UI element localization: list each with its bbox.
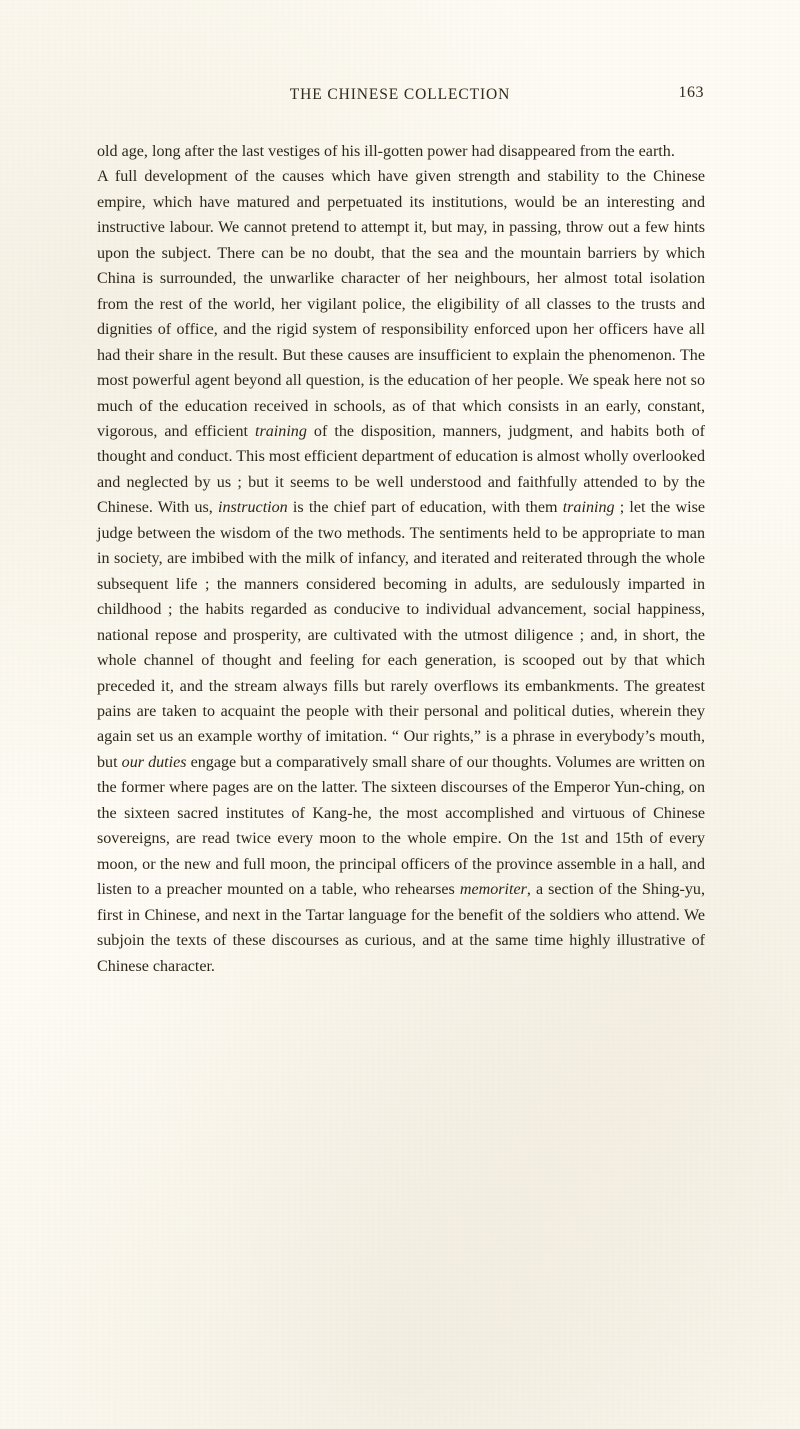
emphasized-term: training	[255, 422, 307, 440]
emphasized-term: memoriter	[459, 881, 527, 899]
paragraph-continuation: old age, long after the last vestiges of his ill-gotten power had disappeared from the earth.	[97, 143, 675, 160]
page-number: 163	[678, 84, 704, 101]
body-text	[97, 139, 705, 979]
emphasized-term: our duties	[121, 753, 187, 771]
running-title: THE CHINESE COLLECTION	[289, 86, 511, 103]
paragraph-main	[97, 164, 705, 979]
paragraph-main-text: A full development of the causes which have given strength and stability to the Chinese empire, which have matured and perpetuated its institutions, would be an interesting and instructive labour. We cannot pretend to attempt it, but may, in passing, throw out a few hints upon the subject. There can be no doubt, that the sea and the mountain barriers by which China is surrounded, the unwarlike character of her neighbours, her almost total isolation from the rest of the world, her vigilant police, the eligibility of all classes to the trusts and dignities of office, and the rigid system of responsibility enforced upon her officers have all had their share in the result. But these causes are insufficient to explain the phenomenon. The most powerful agent beyond all question, is the education of her people. We speak here not so much of the education received in schools, as of that which consists in an early, constant, vigorous, and efficient training of the disposition, manners, judgment, and habits both of thought and conduct. This most efficient department of education is almost wholly overlooked and neglected by us ; but it seems to be well understood and faithfully attended to by the Chinese. With us, instruction is the chief part of education, with them training ; let the wise judge between the wisdom of the two methods. The sentiments held to be appropriate to man in society, are imbibed with the milk of infancy, and iterated and reiterated through the whole subsequent life ; the manners considered becoming in adults, are sedulously imparted in childhood ; the habits regarded as conducive to individual advancement, social happiness, national repose and prosperity, are cultivated with the utmost diligence ; and, in short, the whole channel of thought and feeling for each generation, is scooped out by that which preceded it, and the stream always fills but rarely overflows its embankments. The greatest pains are taken to acquaint the people with their personal and political duties, wherein they again set us an example worthy of imitation. “ Our rights,” is a phrase in everybody’s mouth, but our duties engage but a comparatively small share of our thoughts. Volumes are written on the former where pages are on the latter. The sixteen discourses of the Emperor Yun-ching, on the sixteen sacred institutes of Kang-he, the most accomplished and virtuous of Chinese sovereigns, are read twice every moon to the whole empire. On the 1st and 15th of every moon, or the new and full moon, the principal officers of the province assemble in a hall, and listen to a preacher mounted on a table, who rehearses memoriter, a section of the Shing-yu, first in Chinese, and next in the Tartar language for the benefit of the soldiers who attend. We subjoin the texts of these discourses as curious, and at the same time highly illustrative of Chinese character.	[97, 168, 705, 975]
emphasized-term: training	[562, 499, 615, 517]
emphasized-term: instruction	[217, 499, 288, 517]
